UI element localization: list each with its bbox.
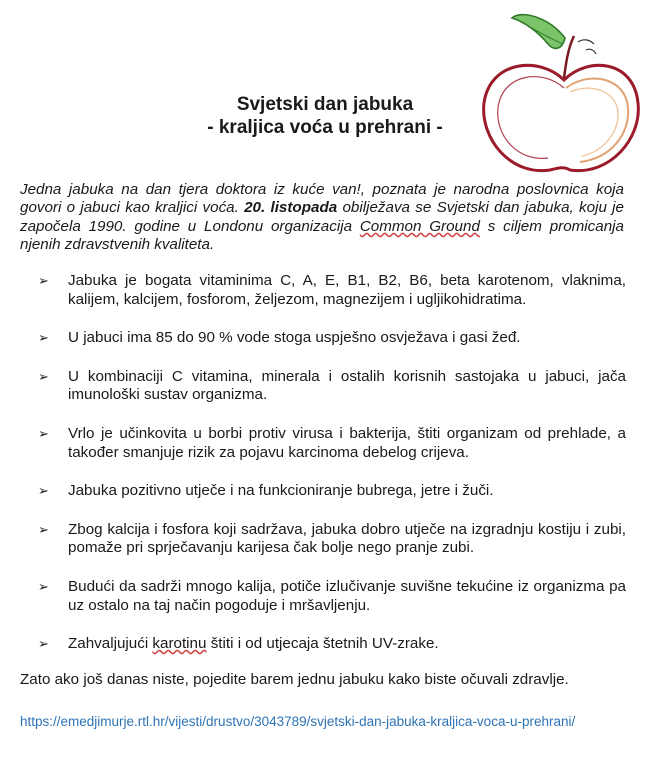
- list-item-text: Vrlo je učinkovita u borbi protiv virusa i bakterija, štiti organizam od prehlade, a također smanjuje rizik za pojavu karcinoma debelog crijeva.: [68, 424, 626, 461]
- list-item-text: Budući da sadrži mnogo kalija, potiče izlučivanje suvišne tekućine iz organizma pa uz ostalo na taj način pogoduje i mršavljenju.: [68, 577, 626, 614]
- list-item-text-before: Zahvaljujući: [68, 635, 153, 653]
- list-item-text: Jabuka je bogata vitaminima C, A, E, B1, B2, B6, beta karotenom, vlaknima, kalijem, kalcijem, fosforom, željezom, magnezijem i ugljikohidratima.: [68, 272, 626, 308]
- intro-text-2: obilježava se Svjetski dan jabuka, koju je započela 1990. godine u Londonu organizacija: [20, 199, 624, 235]
- page-title: [150, 93, 500, 139]
- arrow-bullet-icon: ➢: [38, 425, 49, 441]
- list-item: [38, 272, 626, 309]
- arrow-bullet-icon: ➢: [38, 483, 49, 499]
- list-item-text: U kombinaciji C vitamina, minerala i ostalih korisnih sastojaka u jabuci, jača imunološki sustav organizma.: [68, 367, 626, 404]
- list-item: [38, 578, 626, 615]
- list-item: [38, 635, 626, 654]
- intro-text-1: Jedna jabuka na dan tjera doktora iz kuće van!, poznata je narodna poslovnica koja govori o jabuci kao kraljici voća.: [20, 181, 624, 217]
- list-item-text: Jabuka pozitivno utječe i na funkcioniranje bubrega, jetre i žuči.: [68, 482, 494, 500]
- list-item-text: U jabuci ima 85 do 90 % vode stoga uspješno osvježava i gasi žeđ.: [68, 329, 521, 347]
- closing-paragraph: Zato ako još danas niste, pojedite barem jednu jabuku kako biste očuvali zdravlje.: [20, 671, 569, 688]
- title-line-1: Svjetski dan jabuka: [236, 94, 414, 115]
- arrow-bullet-icon: ➢: [38, 368, 49, 384]
- intro-text-3: s ciljem promicanja njenih zdravstvenih kvaliteta.: [20, 217, 624, 254]
- list-item: [38, 482, 626, 501]
- list-item: [38, 329, 626, 348]
- intro-date: 20. listopada: [244, 199, 338, 217]
- list-item: [38, 368, 626, 405]
- arrow-bullet-icon: ➢: [38, 636, 49, 652]
- list-item: [38, 521, 626, 558]
- benefits-list: [38, 272, 626, 674]
- title-line-2: - kraljica voća u prehrani -: [207, 117, 443, 138]
- list-item-text: Zbog kalcija i fosfora koji sadržava, jabuka dobro utječe na izgradnju kostiju i zubi, pomaže pri sprječavanju karijesa čak bolje nego pranje zubi.: [68, 520, 626, 557]
- arrow-bullet-icon: ➢: [38, 330, 49, 346]
- arrow-bullet-icon: ➢: [38, 521, 49, 537]
- arrow-bullet-icon: ➢: [38, 273, 49, 288]
- arrow-bullet-icon: ➢: [38, 578, 49, 594]
- intro-org-name: Common Ground: [359, 217, 480, 235]
- intro-paragraph: [20, 181, 624, 255]
- list-item-underlined-word: karotinu: [152, 635, 207, 653]
- source-link[interactable]: https://emedjimurje.rtl.hr/vijesti/drustvo/3043789/svjetski-dan-jabuka-kraljica-voca-u-prehrani/: [20, 714, 576, 729]
- list-item: [38, 425, 626, 462]
- list-item-text-after: štiti i od utjecaja štetnih UV-zrake.: [206, 635, 439, 653]
